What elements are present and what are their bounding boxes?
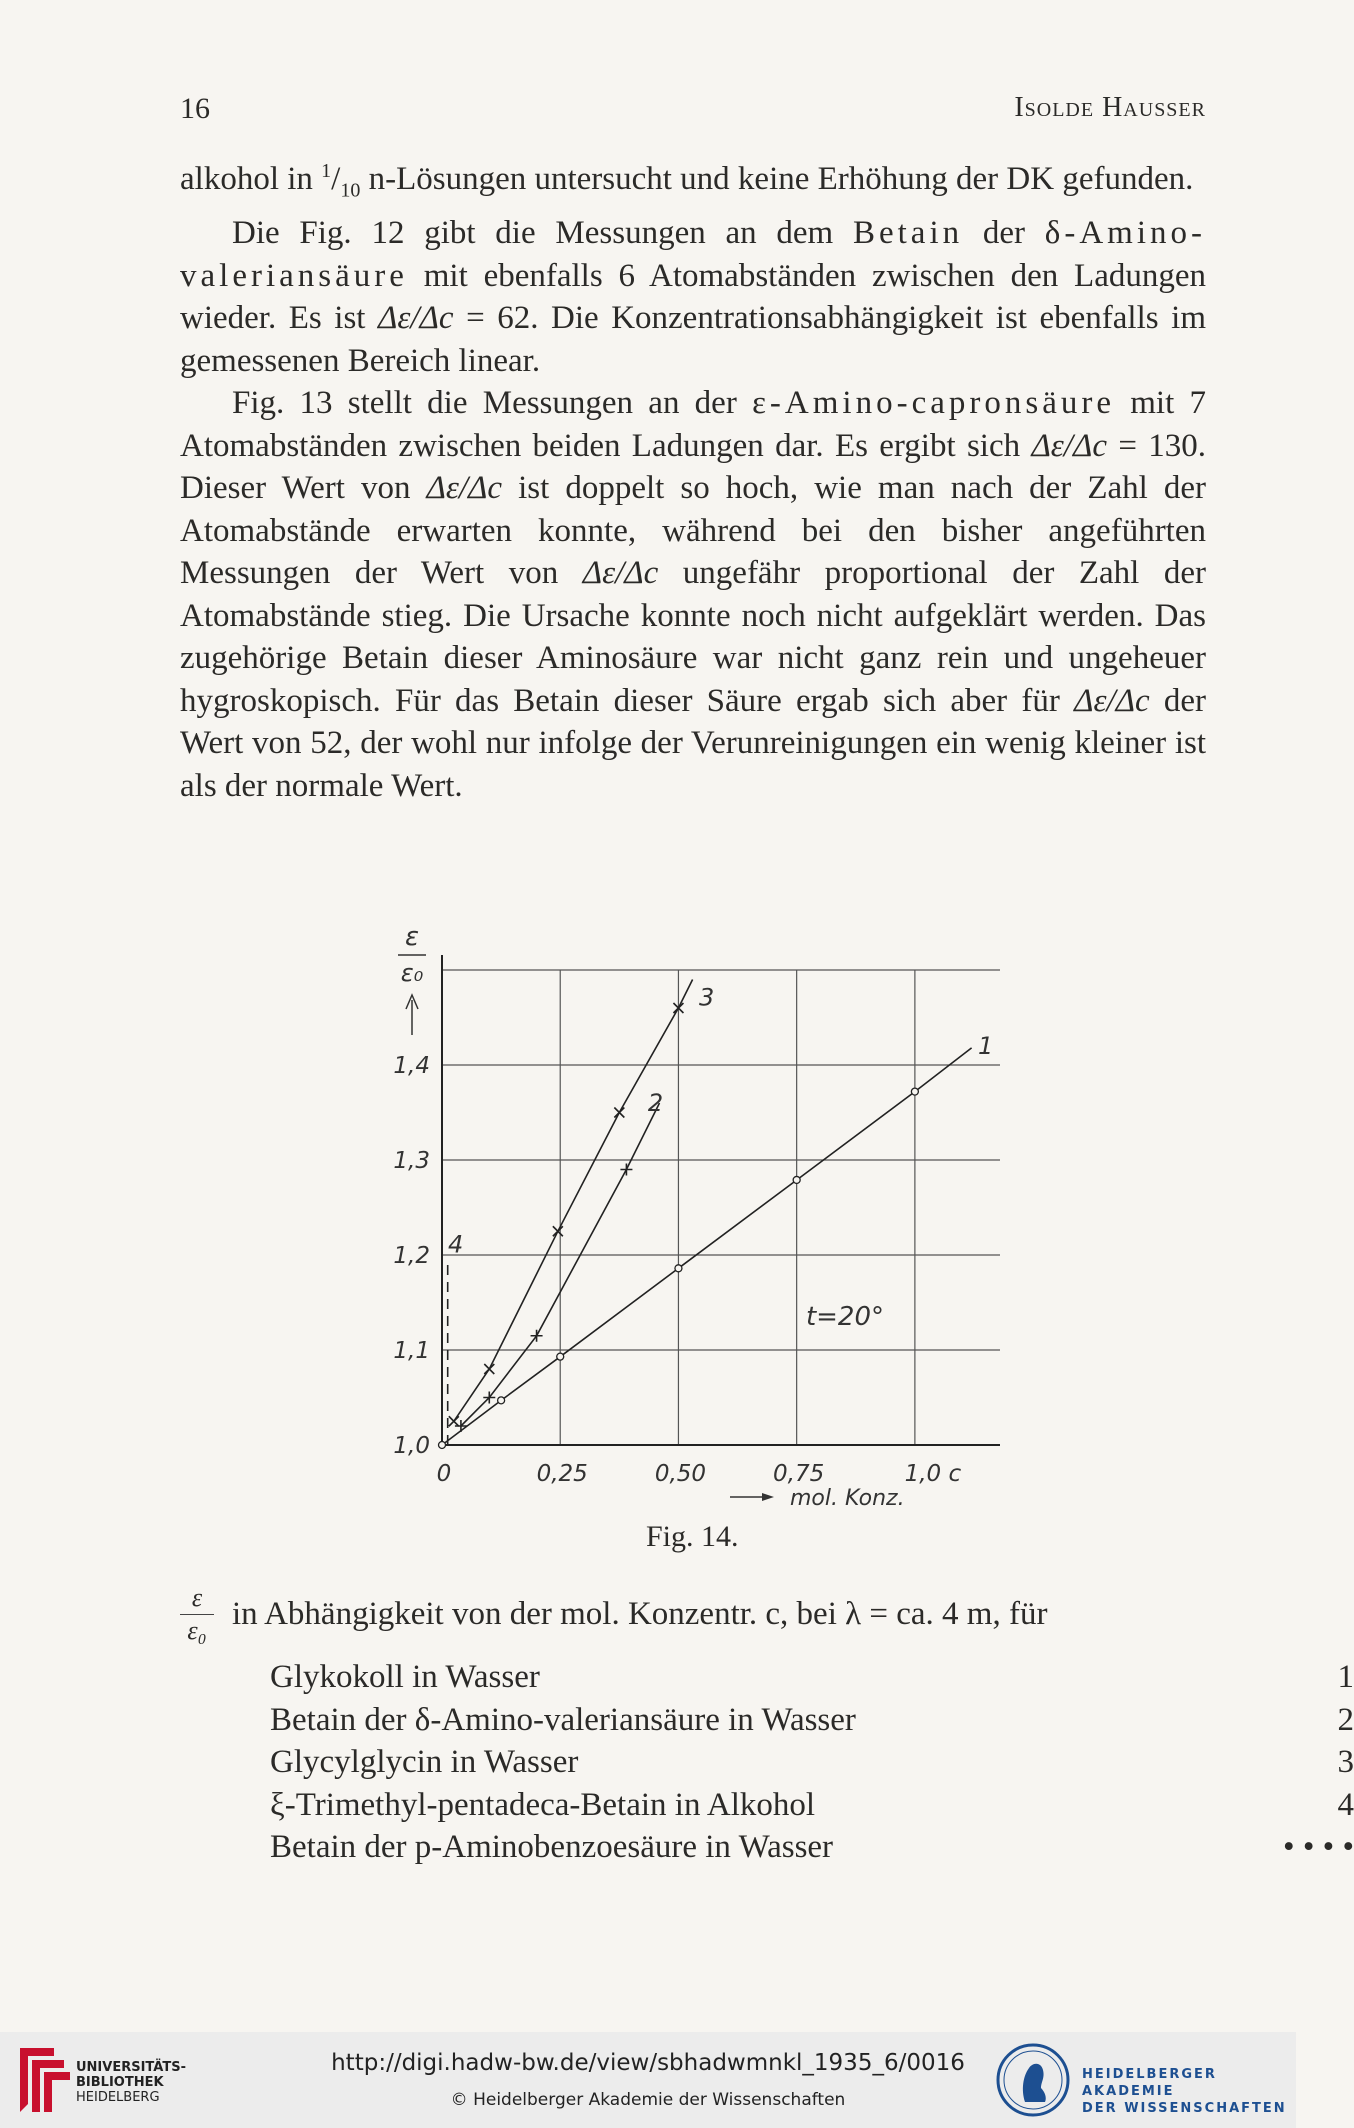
data-point-1 [675,1265,682,1272]
ratio-numerator: ε [180,1586,214,1615]
data-point-2 [531,1330,543,1342]
ratio-denominator: ε₀ [187,1616,207,1645]
text-segment: = 62. Die Konzentrationsabhängigkeit ist ebenfalls im gemessenen Bereich linear. [180,300,1206,379]
text-segment: 10 [340,179,361,202]
text-segment: = 130. Dieser Wert von [180,427,1206,507]
legend-item-key: 3 [1337,1744,1354,1780]
text-segment: Δε/Δc [1031,427,1107,464]
text-segment: Δε/Δc [426,470,503,507]
text-segment: der Wert von 52, der wohl nur infolge der Verunreinigungen ein wenig kleiner ist als der normale Wert. [180,682,1207,804]
series-label: 1 [977,1031,994,1060]
figure-caption: Fig. 14. [646,1520,739,1553]
running-head: Isolde Hausser [1014,92,1206,123]
text-segment: Betain [852,215,964,252]
text-segment: Fig. 13 stellt die Messungen an der [232,385,753,422]
text-segment: mit ebenfalls 6 Atomabständen zwischen den Ladungen wieder. Es ist [180,257,1206,337]
text-segment: mit 7 Atomabständen zwischen beiden Ladungen dar. Es ergibt sich [180,385,1206,464]
page-header [180,92,1206,132]
figure-14 [370,922,1010,1565]
legend-item-key: 2 [1337,1701,1354,1738]
body-paragraph [180,150,1206,212]
academy-name-line: HEIDELBERGER AKADEMIE [1082,2067,1217,2099]
series-label: 2 [647,1089,664,1117]
academy-logo-icon [995,2042,1071,2118]
text-segment: Δε/Δc [378,300,454,337]
x-axis-label-arrowhead [762,1493,774,1501]
text-segment: / [331,161,341,197]
y-tick-label: 1,2 [393,1243,430,1269]
y-tick-label: 1,4 [393,1053,430,1079]
data-point-3 [553,1226,563,1236]
x-tick-label: 0,25 [536,1461,588,1487]
y-tick-label: 1,1 [393,1338,430,1364]
footer-bar [0,2032,1296,2128]
x-tick-label: 0,50 [654,1461,707,1487]
x-axis-label: mol. Konz. [790,1486,905,1511]
academy-name [1082,2066,1296,2117]
text-segment: δ-Amino-valeriansäure [180,215,1206,294]
legend-item-key: 1 [1337,1659,1354,1695]
legend-intro: in Abhängigkeit von der mol. Konzentr. c, bei λ = ca. 4 m, für [232,1596,1048,1632]
legend-item [270,1699,1354,1742]
y-tick-label: 1,3 [393,1148,430,1174]
data-point-1 [557,1353,564,1360]
page-number: 16 [180,92,210,125]
body-text [180,150,1206,807]
data-point-3 [449,1416,459,1426]
body-paragraph [180,382,1206,807]
legend-item [270,1784,1354,1827]
y-tick-label: 1,0 [393,1433,430,1459]
epsilon-ratio [180,1583,214,1645]
data-point-1 [911,1088,918,1095]
x-tick-label: 1,0 c [904,1461,962,1487]
academy-name-line: DER WISSENSCHAFTEN [1082,2101,1287,2116]
library-name-line: HEIDELBERG [76,2090,160,2105]
data-point-2 [620,1164,632,1176]
legend-item-name: Glykokoll in Wasser [270,1659,540,1695]
text-segment: alkohol in [180,161,322,197]
legend-item-name: ξ-Trimethyl-pentadeca-Betain in Alkohol [270,1786,816,1823]
permalink[interactable]: http://digi.hadw-bw.de/view/sbhadwmnkl_1935_6/0016 [331,2050,965,2076]
legend-item-key: 4 [1337,1786,1354,1823]
x-tick-label: 0,75 [773,1461,825,1487]
legend-item [270,1741,1354,1784]
legend-item-name: Betain der δ-Amino-valeriansäure in Wasser [270,1701,856,1738]
temperature-annotation: t=20° [805,1302,885,1332]
concentration-chart [370,922,1010,1565]
series-label: 4 [448,1230,464,1259]
legend-item-key: • • • • [1283,1829,1354,1865]
y-axis-label-denominator: ε₀ [400,959,424,987]
data-point-1 [793,1176,800,1183]
text-segment: Die Fig. 12 gibt die Messungen an dem [232,215,853,252]
text-segment: n-Lösungen untersucht und keine Erhöhung der DK gefunden. [360,161,1194,197]
series-line-3 [454,980,693,1422]
legend-item-name: Glycylglycin in Wasser [270,1744,579,1780]
text-segment: der [963,215,1045,252]
copyright-notice: © Heidelberger Akademie der Wissenschaften [450,2090,846,2110]
series-label: 3 [698,983,715,1012]
series-line-1 [442,1048,972,1445]
legend-item [270,1656,1354,1699]
data-point-3 [484,1364,494,1374]
legend-item-name: Betain der p-Aminobenzoesäure in Wasser [270,1829,834,1865]
library-name-line: BIBLIOTHEK [76,2075,164,2090]
library-name-line: UNIVERSITÄTS- [76,2060,186,2075]
text-segment: 1 [321,160,332,182]
text-segment: Δε/Δc [582,555,659,592]
text-segment: Δε/Δc [1074,682,1150,719]
data-point-1 [439,1442,446,1449]
text-segment: ist doppelt so hoch, wie man nach der Zahl der Atomabstände erwarten konnte, während bei den bisher angeführten Messungen der Wert von [180,470,1206,592]
x-tick-label: 0 [436,1461,452,1487]
legend-list [270,1656,1354,1869]
body-paragraph [180,212,1206,382]
text-segment: ungefähr proportional der Zahl der Atomabstände stieg. Die Ursache konnte noch nicht aufgeklärt werden. Das zugehörige Betain dieser Aminosäure war nicht ganz rein und ungeheuer hygroskopisch. Für das Betain dieser Säure ergab sich aber für [180,555,1206,719]
data-point-1 [498,1397,505,1404]
legend-item [270,1826,1354,1869]
data-point-3 [614,1108,624,1118]
text-segment: ε-Amino-capronsäure [752,385,1115,422]
y-axis-label-numerator: ε [404,922,420,952]
